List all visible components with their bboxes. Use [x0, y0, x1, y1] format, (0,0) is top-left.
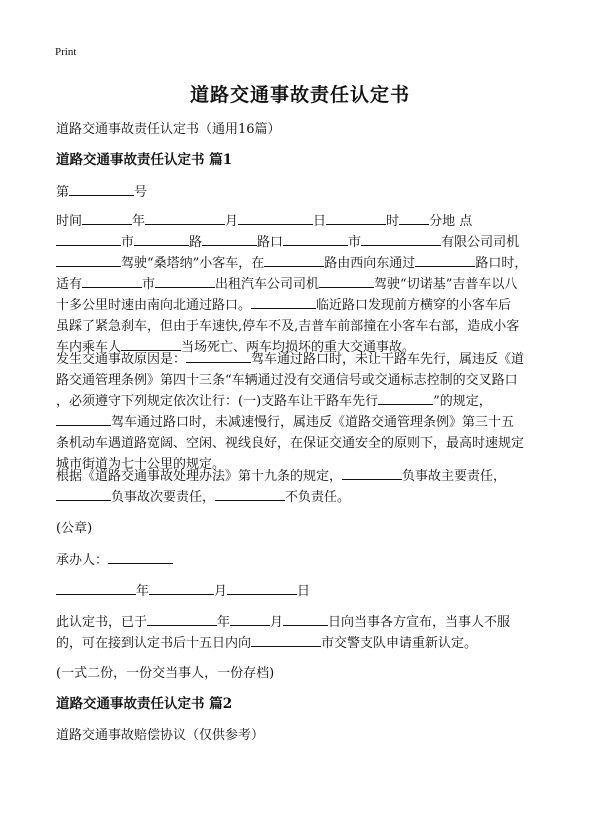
blank-field: [56, 412, 111, 426]
text-segment: 日: [297, 584, 311, 599]
text-segment: 驾车通过路口时，未减速慢行，属违反《道路交通管理条例》第三十五: [111, 415, 515, 430]
text-segment: 当场死亡、两车均损坏的重大交通事故。: [181, 340, 416, 355]
text-segment: 年: [132, 214, 146, 229]
text-row: [56, 412, 556, 433]
text-row: [56, 295, 556, 316]
blank-field: [251, 633, 321, 647]
blank-field: [134, 232, 189, 246]
text-segment: ”的规定，: [433, 394, 492, 409]
text-segment: 负事故次要责任，: [111, 490, 216, 505]
blank-field: [186, 349, 251, 363]
text-segment: 十多公里时速由南向北通过路口。: [56, 298, 252, 313]
blank-field: [56, 487, 111, 501]
text-segment: 路口时，: [475, 256, 528, 271]
text-segment: 适有: [56, 277, 83, 292]
blank-field: [56, 581, 136, 595]
blank-field: [238, 211, 313, 225]
text-segment: 时间: [56, 214, 83, 229]
number-suffix: 号: [134, 185, 148, 200]
text-segment: 分地 点: [429, 214, 473, 229]
text-row: [56, 253, 556, 274]
blank-field: [155, 274, 215, 288]
blank-field: [82, 274, 142, 288]
text-row: [56, 349, 556, 370]
blank-field: [56, 253, 121, 267]
blank-field: [319, 274, 374, 288]
text-segment: 的，可在接到认定书后十五日内向: [56, 636, 252, 651]
text-segment: 驾驶“切诺基”吉普车以八: [374, 277, 518, 292]
blank-field: [69, 182, 134, 196]
blank-field: [145, 211, 225, 225]
text-row: 路交通管理条例》第四十三条“车辆通过没有交通信号或交通标志控制的交叉路口: [56, 373, 518, 388]
text-row: [56, 391, 556, 412]
text-segment: 月: [270, 615, 284, 630]
text-segment: 出租汽车公司司机: [215, 277, 320, 292]
paragraph-accident-description: [56, 211, 556, 358]
text-row: 虽踩了紧急刹车，但由于车速快,停车不及,吉普车前部撞在小客车右部，造成小客: [56, 319, 520, 334]
text-segment: 市: [142, 277, 156, 292]
blank-field: [326, 211, 386, 225]
text-segment: 市交警支队申请重新认定。: [321, 636, 478, 651]
blank-field: [147, 612, 217, 626]
text-segment: 日: [313, 214, 327, 229]
text-segment: 路: [189, 235, 203, 250]
copies-note: (一式二份，一份交当事人，一份存档): [56, 666, 275, 681]
blank-field: [230, 612, 270, 626]
text-row: [56, 211, 556, 232]
text-segment: 市: [348, 235, 362, 250]
text-segment: 月: [225, 214, 239, 229]
text-row: [56, 612, 556, 633]
text-segment: 不负责任。: [285, 490, 351, 505]
handler-line: [56, 550, 556, 571]
blank-field: [399, 211, 429, 225]
blank-field: [56, 232, 121, 246]
text-row: 条机动车遇道路宽阔、空闲、视线良好，在保证交通安全的原则下，最高时速规定: [56, 436, 525, 451]
blank-field: [202, 232, 257, 246]
text-row: [56, 274, 556, 295]
paragraph-accident-cause: [56, 349, 556, 475]
document-title: 道路交通事故责任认定书: [189, 84, 410, 106]
text-row: [56, 487, 556, 508]
document-number-line: [56, 182, 556, 203]
text-row: [56, 232, 556, 253]
blank-field: [108, 550, 173, 564]
text-segment: 年: [217, 615, 231, 630]
text-segment: 驾车通过路口时，未让干路车先行，属违反《道: [251, 352, 525, 367]
print-label: Print: [55, 46, 77, 58]
blank-field: [264, 253, 324, 267]
date-line: [56, 581, 556, 602]
text-segment: 驾驶“桑塔纳”小客车，在: [121, 256, 265, 271]
section-2-subtitle: 道路交通事故赔偿协议（仅供参考）: [56, 728, 265, 743]
text-segment: 有限公司司机: [441, 235, 520, 250]
section-2-heading: 道路交通事故责任认定书 篇2: [56, 696, 233, 712]
blank-field: [227, 581, 297, 595]
text-row: [56, 466, 556, 487]
blank-field: [215, 487, 285, 501]
text-segment: 负事故主要责任，: [402, 469, 507, 484]
text-segment: 路口: [257, 235, 284, 250]
paragraph-announcement: [56, 612, 556, 654]
document-subtitle: 道路交通事故责任认定书（通用16篇）: [56, 122, 281, 137]
blank-field: [378, 391, 433, 405]
seal-label: (公章): [56, 521, 93, 536]
blank-field: [361, 232, 441, 246]
text-segment: 临近路口发现前方横穿的小客车后: [316, 298, 512, 313]
paragraph-responsibility: [56, 466, 556, 508]
blank-field: [251, 295, 316, 309]
text-segment: 时: [386, 214, 400, 229]
text-segment: 路由西向东通过: [324, 256, 416, 271]
text-segment: 根据《道路交通事故处理办法》第十九条的规定，: [56, 469, 343, 484]
text-segment: 年: [136, 584, 150, 599]
section-1-heading: 道路交通事故责任认定书 篇1: [56, 152, 233, 168]
text-segment: 此认定书，已于: [56, 615, 148, 630]
text-row: 城市街道为七十公里的规定。: [56, 457, 226, 472]
blank-field: [283, 612, 328, 626]
blank-field: [415, 253, 475, 267]
blank-field: [82, 211, 132, 225]
blank-field: [342, 466, 402, 480]
text-segment: 市: [121, 235, 135, 250]
blank-field: [149, 581, 214, 595]
text-segment: 发生交通事故原因是：: [56, 352, 187, 367]
handler-label: 承办人：: [56, 553, 109, 568]
text-row: [56, 633, 556, 654]
text-segment: ，必须遵守下列规定依次让行：(一)支路车让干路车先行: [56, 394, 379, 409]
blank-field: [283, 232, 348, 246]
text-segment: 日向当事各方宣布，当事人不服: [328, 615, 511, 630]
text-segment: 月: [214, 584, 228, 599]
number-prefix: 第: [56, 185, 70, 200]
text-segment: 车内乘车人: [56, 340, 122, 355]
